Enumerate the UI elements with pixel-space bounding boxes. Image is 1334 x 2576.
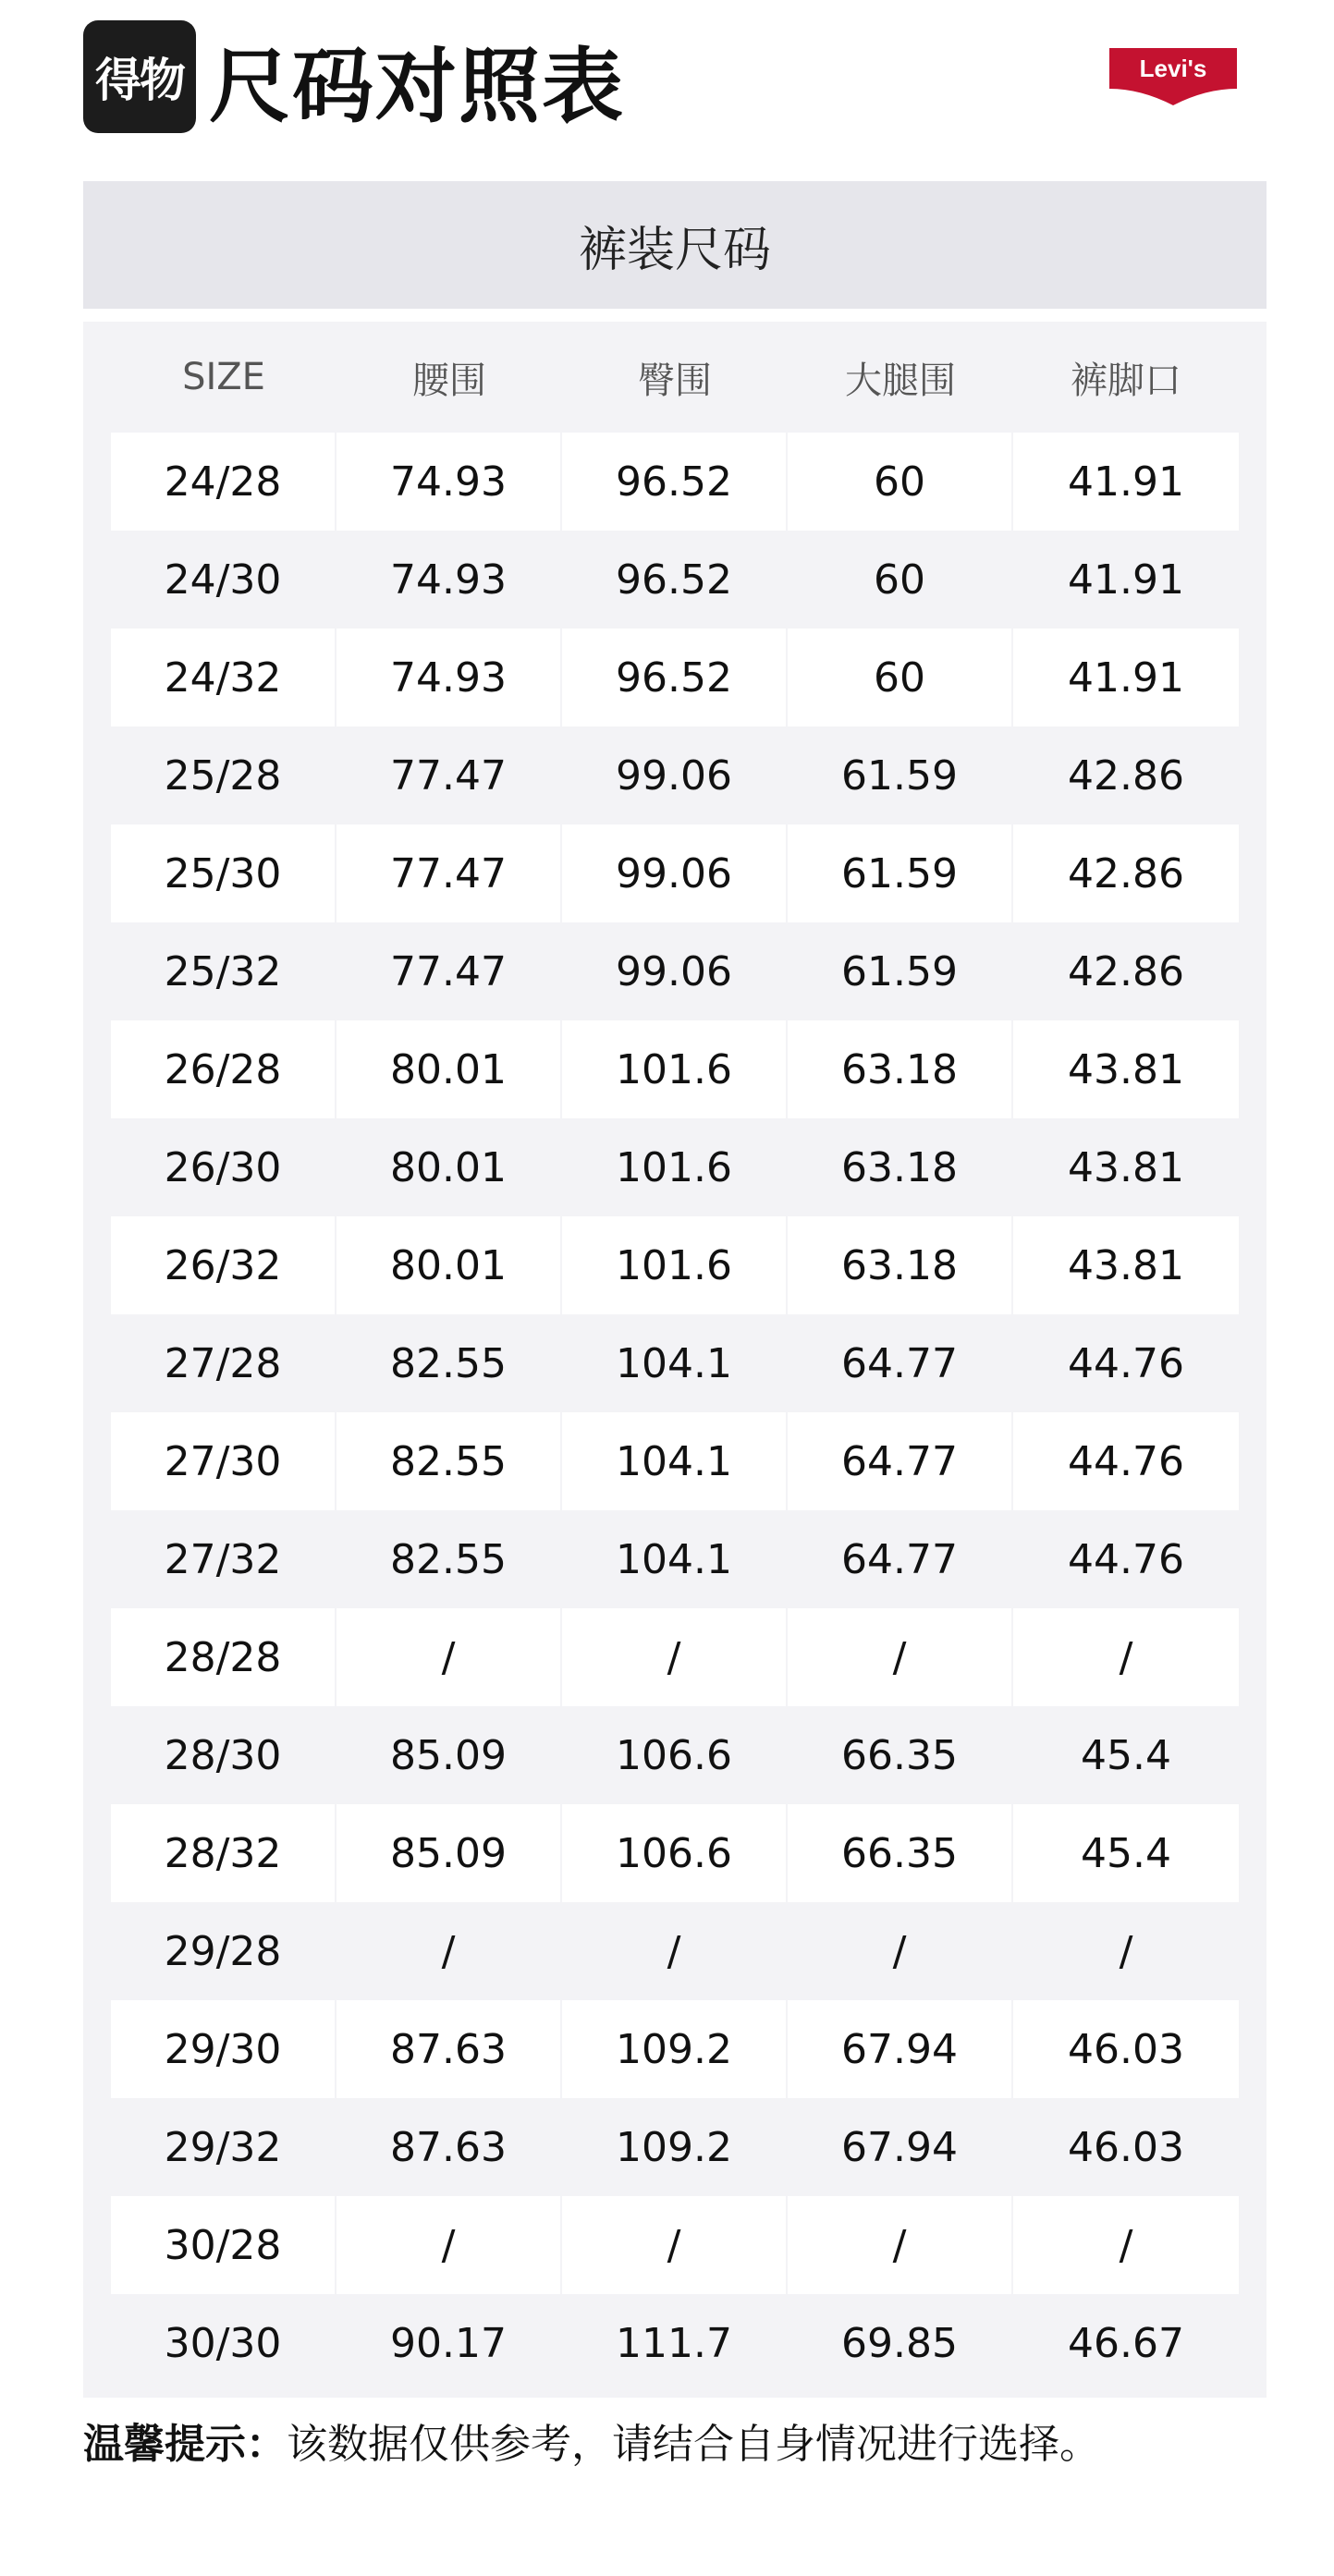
table-cell: 74.93 <box>390 555 507 604</box>
table-row <box>111 1804 1239 1902</box>
table-cell: 77.47 <box>337 824 560 922</box>
table-cell: 60 <box>788 629 1011 726</box>
table-cell: 109.2 <box>562 2000 786 2098</box>
table-cell: 64.77 <box>788 1412 1011 1510</box>
table-cell: 101.6 <box>562 1216 786 1314</box>
table-cell: 30/28 <box>111 2196 335 2294</box>
section-title: 裤装尺码 <box>578 222 771 278</box>
table-cell: 111.7 <box>616 2319 732 2367</box>
table-cell: / <box>441 1927 456 1975</box>
table-row <box>111 1412 1239 1510</box>
table-cell: 85.09 <box>390 1731 507 1779</box>
table-cell: 41.91 <box>1013 629 1239 726</box>
table-cell: 30/30 <box>164 2319 282 2367</box>
table-header-cell: SIZE <box>182 356 265 398</box>
table-cell: 43.81 <box>1013 1216 1239 1314</box>
table-cell: / <box>562 2196 786 2294</box>
table-cell: 26/30 <box>164 1143 282 1191</box>
table-header-cell: 腰围 <box>412 359 486 402</box>
table-row <box>111 824 1239 922</box>
table-cell: 104.1 <box>616 1535 732 1583</box>
table-cell: 96.52 <box>562 433 786 531</box>
table-cell: / <box>667 1927 681 1975</box>
table-cell: 25/30 <box>111 824 335 922</box>
table-cell: / <box>1119 1927 1133 1975</box>
section-title-bar <box>83 181 1267 309</box>
table-cell: 46.03 <box>1068 2123 1184 2171</box>
table-cell: 24/30 <box>164 555 282 604</box>
table-cell: 24/32 <box>111 629 335 726</box>
table-cell: 42.86 <box>1013 824 1239 922</box>
table-cell: 44.76 <box>1013 1412 1239 1510</box>
table-cell: 87.63 <box>390 2123 507 2171</box>
table-cell: 41.91 <box>1013 433 1239 531</box>
table-body <box>111 433 1239 2392</box>
table-cell: 87.63 <box>337 2000 560 2098</box>
dewu-logo-badge <box>83 20 196 133</box>
table-cell: 42.86 <box>1068 751 1184 800</box>
levis-logo-text: Levi's <box>1139 55 1207 82</box>
footnote-label: 温馨提示： <box>83 2421 287 2468</box>
footnote <box>83 2412 1267 2477</box>
table-cell: 60 <box>874 555 925 604</box>
table-cell: 106.6 <box>616 1731 732 1779</box>
table-cell: 29/28 <box>164 1927 282 1975</box>
table-cell: 27/30 <box>111 1412 335 1510</box>
table-cell: 109.2 <box>616 2123 732 2171</box>
table-cell: 104.1 <box>562 1412 786 1510</box>
table-cell: 80.01 <box>337 1020 560 1118</box>
table-cell: 25/28 <box>164 751 282 800</box>
table-cell: 64.77 <box>841 1339 958 1387</box>
table-cell: 63.18 <box>788 1020 1011 1118</box>
table-row <box>111 922 1239 1020</box>
table-cell: 80.01 <box>337 1216 560 1314</box>
table-cell: 25/32 <box>164 947 282 995</box>
table-row <box>111 2294 1239 2392</box>
table-cell: 67.94 <box>841 2123 958 2171</box>
table-header-cell: 臀围 <box>638 359 712 402</box>
table-row <box>111 1020 1239 1118</box>
table-cell: / <box>337 2196 560 2294</box>
table-cell: 46.03 <box>1013 2000 1239 2098</box>
table-row <box>111 531 1239 629</box>
table-cell: 106.6 <box>562 1804 786 1902</box>
table-cell: 29/32 <box>164 2123 282 2171</box>
table-cell: 61.59 <box>788 824 1011 922</box>
table-header-cell: 大腿围 <box>845 359 956 402</box>
table-cell: 26/32 <box>111 1216 335 1314</box>
table-row <box>111 433 1239 531</box>
table-cell: 82.55 <box>390 1535 507 1583</box>
table-row <box>111 1510 1239 1608</box>
table-cell: 45.4 <box>1081 1731 1171 1779</box>
table-cell: 80.01 <box>390 1143 507 1191</box>
table-cell: 24/28 <box>111 433 335 531</box>
table-cell: 26/28 <box>111 1020 335 1118</box>
table-cell: 28/30 <box>164 1731 282 1779</box>
table-cell: 74.93 <box>337 629 560 726</box>
table-cell: 77.47 <box>390 947 507 995</box>
table-cell: / <box>788 1608 1011 1706</box>
table-cell: 77.47 <box>390 751 507 800</box>
table-cell: 61.59 <box>841 947 958 995</box>
table-cell: 46.67 <box>1068 2319 1184 2367</box>
table-cell: 101.6 <box>616 1143 732 1191</box>
table-cell: 43.81 <box>1013 1020 1239 1118</box>
table-cell: / <box>337 1608 560 1706</box>
table-cell: / <box>562 1608 786 1706</box>
table-row <box>111 629 1239 726</box>
table-cell: 96.52 <box>562 629 786 726</box>
table-cell: 82.55 <box>390 1339 507 1387</box>
table-header-row <box>111 322 1239 433</box>
table-cell: 99.06 <box>562 824 786 922</box>
table-cell: 44.76 <box>1068 1339 1184 1387</box>
table-cell: 42.86 <box>1068 947 1184 995</box>
table-cell: 28/32 <box>111 1804 335 1902</box>
page-title: 尺码对照表 <box>209 39 626 134</box>
table-cell: 96.52 <box>616 555 732 604</box>
table-row <box>111 1706 1239 1804</box>
table-cell: 60 <box>788 433 1011 531</box>
table-cell: 66.35 <box>788 1804 1011 1902</box>
table-row <box>111 1902 1239 2000</box>
table-row <box>111 2196 1239 2294</box>
table-cell: 43.81 <box>1068 1143 1184 1191</box>
table-cell: / <box>1013 2196 1239 2294</box>
table-cell: 44.76 <box>1068 1535 1184 1583</box>
table-cell: 27/32 <box>164 1535 282 1583</box>
table-cell: 99.06 <box>616 947 732 995</box>
table-cell: 99.06 <box>616 751 732 800</box>
table-row <box>111 2098 1239 2196</box>
table-cell: / <box>1013 1608 1239 1706</box>
table-cell: 69.85 <box>841 2319 958 2367</box>
table-cell: / <box>788 2196 1011 2294</box>
header <box>83 20 1267 140</box>
dewu-logo-text: 得物 <box>95 54 184 107</box>
table-row <box>111 1216 1239 1314</box>
table-cell: 74.93 <box>337 433 560 531</box>
table-header-cell: 裤脚口 <box>1071 359 1181 402</box>
table-row <box>111 726 1239 824</box>
table-cell: 45.4 <box>1013 1804 1239 1902</box>
table-cell: 90.17 <box>390 2319 507 2367</box>
levis-logo-icon <box>1108 46 1239 107</box>
table-cell: 104.1 <box>616 1339 732 1387</box>
table-cell: 85.09 <box>337 1804 560 1902</box>
table-cell: 63.18 <box>841 1143 958 1191</box>
table-cell: 101.6 <box>562 1020 786 1118</box>
table-row <box>111 1314 1239 1412</box>
table-row <box>111 2000 1239 2098</box>
size-table <box>83 322 1267 2398</box>
table-cell: / <box>892 1927 907 1975</box>
table-cell: 28/28 <box>111 1608 335 1706</box>
table-cell: 41.91 <box>1068 555 1184 604</box>
table-cell: 63.18 <box>788 1216 1011 1314</box>
table-cell: 82.55 <box>337 1412 560 1510</box>
table-cell: 64.77 <box>841 1535 958 1583</box>
table-cell: 66.35 <box>841 1731 958 1779</box>
table-cell: 67.94 <box>788 2000 1011 2098</box>
table-row <box>111 1608 1239 1706</box>
footnote-text: 该数据仅供参考，请结合自身情况进行选择。 <box>287 2421 1100 2468</box>
table-cell: 27/28 <box>164 1339 282 1387</box>
table-row <box>111 1118 1239 1216</box>
table-cell: 29/30 <box>111 2000 335 2098</box>
table-cell: 61.59 <box>841 751 958 800</box>
